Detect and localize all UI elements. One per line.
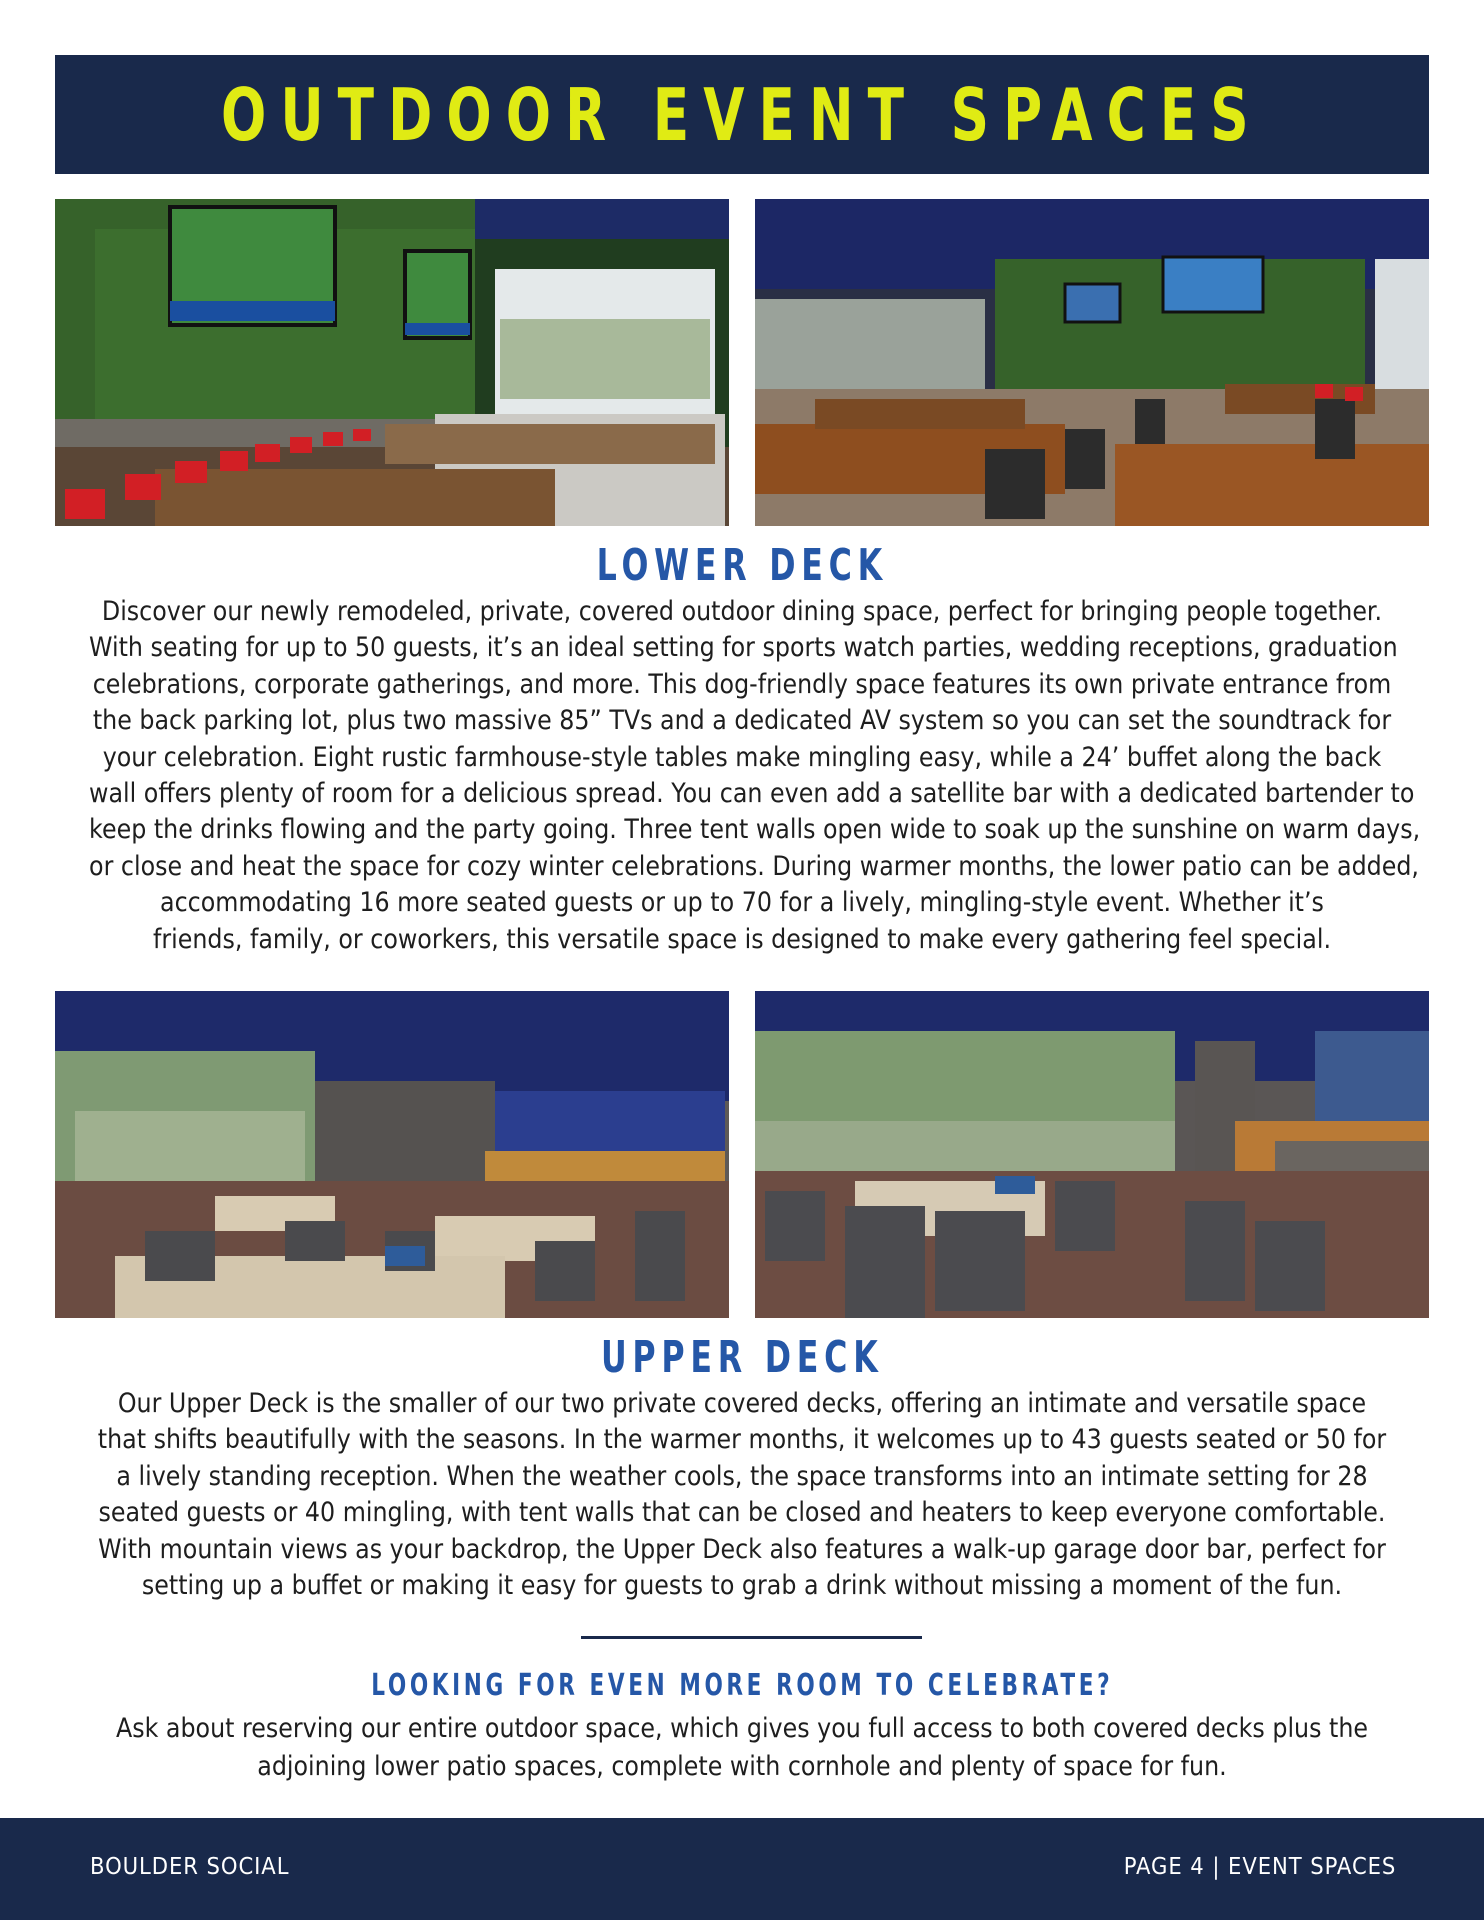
text-line: accommodating 16 more seated guests or up to 70 for a lively, mingling-style event. Whether it’s (160, 887, 1324, 919)
text-line: Ask about reserving our entire outdoor space, which gives you full access to both covered decks plus the (115, 1713, 1369, 1744)
upper-deck-heading: UPPER DECK (600, 1332, 884, 1383)
upper-deck-description (0, 1386, 1484, 1604)
text-line: Our Upper Deck is the smaller of our two private covered decks, offering an intimate and versatile space (117, 1388, 1367, 1419)
lower-deck-photo-right (755, 199, 1429, 526)
text-line: adjoining lower patio spaces, complete with cornhole and plenty of space for fun. (257, 1751, 1227, 1782)
upper-deck-photo-left (55, 991, 729, 1318)
lower-deck-heading: LOWER DECK (596, 540, 888, 591)
footer-page-label: PAGE 4 | EVENT SPACES (1123, 1854, 1396, 1880)
lower-deck-photo-left (55, 199, 729, 526)
text-line: a lively standing reception. When the weather cools, the space transforms into an intimate setting for 28 (116, 1460, 1368, 1492)
text-line: your celebration. Eight rustic farmhouse-style tables make mingling easy, while a 24’ buffet along the back (102, 741, 1382, 773)
section-divider (581, 1636, 922, 1639)
footer-brand: BOULDER SOCIAL (90, 1854, 290, 1880)
text-line: that shifts beautifully with the seasons. In the warmer months, it welcomes up to 43 guests seated or 50 for (97, 1424, 1387, 1456)
text-line: celebrations, corporate gatherings, and more. This dog-friendly space features its own private entrance from (92, 668, 1392, 700)
text-line: setting up a buffet or making it easy for guests to grab a drink without missing a moment of the fun. (141, 1570, 1343, 1602)
text-line: Discover our newly remodeled, private, covered outdoor dining space, perfect for bringing people together. (101, 596, 1383, 627)
text-line: or close and heat the space for cozy winter celebrations. During warmer months, the lower patio can be added, (89, 850, 1419, 882)
text-line: With mountain views as your backdrop, the Upper Deck also features a walk-up garage door bar, perfect for (98, 1533, 1386, 1565)
lower-deck-description (0, 594, 1484, 958)
more-room-heading: LOOKING FOR EVEN MORE ROOM TO CELEBRATE? (371, 1668, 1113, 1703)
text-line: wall offers plenty of room for a delicious spread. You can even add a satellite bar with a dedicated bartender to (89, 778, 1415, 810)
page-title: OUTDOOR EVENT SPACES (221, 72, 1263, 157)
text-line: friends, family, or coworkers, this versatile space is designed to make every gathering feel special. (152, 923, 1332, 955)
text-line: the back parking lot, plus two massive 85” TVs and a dedicated AV system so you can set the soundtrack for (92, 705, 1392, 737)
upper-deck-photo-right (755, 991, 1429, 1318)
text-line: seated guests or 40 mingling, with tent walls that can be closed and heaters to keep everyone comfortable. (98, 1497, 1386, 1529)
text-line: keep the drinks flowing and the party going. Three tent walls open wide to soak up the sunshine on warm days, (89, 814, 1421, 846)
more-room-description (0, 1710, 1484, 1786)
page-footer (0, 1818, 1484, 1920)
text-line: With seating for up to 50 guests, it’s an ideal setting for sports watch parties, wedding receptions, graduation (89, 632, 1398, 664)
title-banner (55, 55, 1429, 174)
